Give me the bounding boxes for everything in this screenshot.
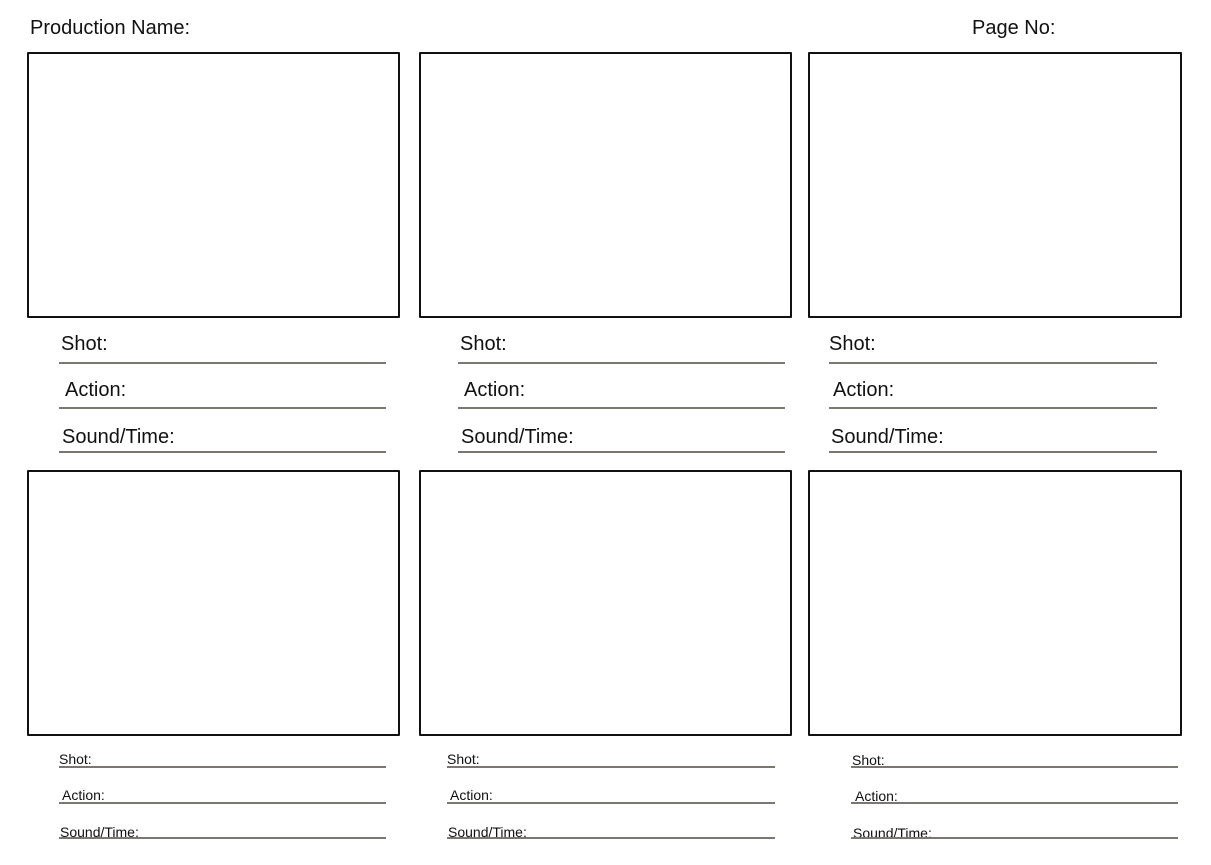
shot-field[interactable] — [458, 333, 785, 365]
shot-label: Shot: — [447, 751, 480, 767]
sound-time-field[interactable] — [59, 426, 386, 456]
production-name-label: Production Name: — [30, 17, 191, 39]
sound-time-label: Sound/Time: — [853, 825, 932, 841]
action-field[interactable] — [851, 788, 1178, 808]
shot-line — [829, 362, 1157, 364]
action-field[interactable] — [829, 379, 1157, 411]
sound-time-line — [59, 837, 386, 839]
action-line — [447, 802, 775, 804]
action-label: Action: — [855, 788, 898, 804]
sound-time-label: Sound/Time: — [448, 824, 527, 840]
sound-time-label: Sound/Time: — [60, 824, 139, 840]
action-line — [851, 802, 1178, 804]
action-line — [59, 802, 386, 804]
shot-label: Shot: — [852, 752, 885, 768]
shot-label: Shot: — [829, 333, 876, 355]
shot-line — [851, 766, 1178, 768]
shot-label: Shot: — [460, 333, 507, 355]
sound-time-label: Sound/Time: — [461, 426, 574, 448]
storyboard-frame-1[interactable] — [27, 52, 400, 318]
sound-time-line — [458, 451, 785, 453]
storyboard-frame-4[interactable] — [27, 470, 400, 736]
action-field[interactable] — [59, 787, 386, 807]
shot-field[interactable] — [829, 333, 1157, 365]
shot-label: Shot: — [59, 751, 92, 767]
storyboard-frame-3[interactable] — [808, 52, 1182, 318]
shot-field[interactable] — [447, 751, 775, 771]
action-label: Action: — [62, 787, 105, 803]
sound-time-line — [447, 837, 775, 839]
action-line — [458, 407, 785, 409]
sound-time-field[interactable] — [458, 426, 785, 456]
shot-line — [59, 362, 386, 364]
shot-field[interactable] — [851, 752, 1178, 772]
action-line — [829, 407, 1157, 409]
action-label: Action: — [464, 379, 526, 401]
action-label: Action: — [450, 787, 493, 803]
sound-time-label: Sound/Time: — [62, 426, 175, 448]
shot-field[interactable] — [59, 751, 386, 771]
sound-time-line — [829, 451, 1157, 453]
storyboard-frame-6[interactable] — [808, 470, 1182, 736]
sound-time-field[interactable] — [829, 426, 1157, 456]
sound-time-field[interactable] — [59, 824, 386, 844]
action-field[interactable] — [59, 379, 386, 411]
action-field[interactable] — [458, 379, 785, 411]
storyboard-frame-2[interactable] — [419, 52, 792, 318]
action-label: Action: — [65, 379, 127, 401]
shot-field[interactable] — [59, 333, 386, 365]
action-field[interactable] — [447, 787, 775, 807]
storyboard-frame-5[interactable] — [419, 470, 792, 736]
sound-time-field[interactable] — [851, 825, 1178, 845]
shot-line — [59, 766, 386, 768]
shot-line — [458, 362, 785, 364]
shot-line — [447, 766, 775, 768]
action-line — [59, 407, 386, 409]
sound-time-line — [59, 451, 386, 453]
sound-time-line — [851, 837, 1178, 839]
shot-label: Shot: — [61, 333, 108, 355]
page-no-label: Page No: — [972, 17, 1056, 39]
action-label: Action: — [833, 379, 895, 401]
sound-time-field[interactable] — [447, 824, 775, 844]
sound-time-label: Sound/Time: — [831, 426, 944, 448]
